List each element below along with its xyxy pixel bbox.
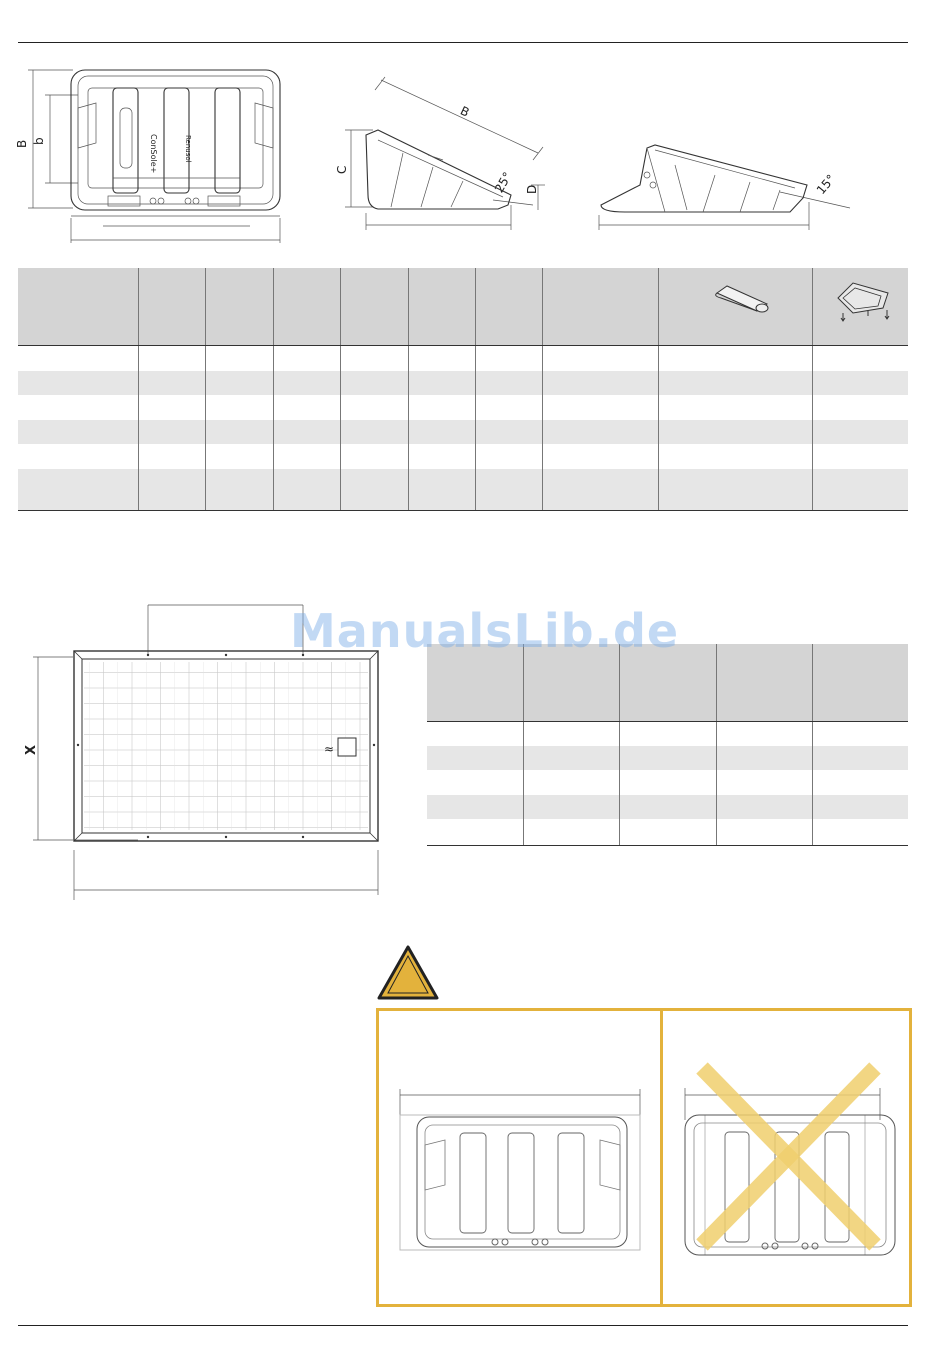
table-header-cell xyxy=(542,268,658,346)
angle-label-15: 15° xyxy=(813,171,839,198)
dim-label-b: b xyxy=(32,137,46,145)
dim-label-B-side: B xyxy=(458,103,472,120)
panel-spec-table xyxy=(427,644,908,846)
watermark: ManualsLib.de xyxy=(290,604,680,658)
table-header-cell-roll xyxy=(658,268,812,346)
tray-side-view-drawing xyxy=(333,75,558,235)
dim-label-C: C xyxy=(335,165,349,174)
table-header-cell xyxy=(475,268,542,346)
table-header-cell xyxy=(340,268,408,346)
dim-label-B: B xyxy=(15,139,29,148)
table-header-cell xyxy=(273,268,340,346)
ballast-tray-icon xyxy=(813,268,909,345)
table-header-cell xyxy=(18,268,138,346)
top-rule xyxy=(18,42,908,43)
dim-label-X: X xyxy=(24,744,39,755)
warning-triangle-icon xyxy=(376,944,440,1002)
dim-label-D: D xyxy=(525,184,539,194)
table-header-cell-tray xyxy=(812,268,908,346)
table-header-cell xyxy=(716,644,812,721)
mat-roll-icon xyxy=(659,268,813,345)
brand-text: Renusol xyxy=(184,135,192,163)
table-header-cell xyxy=(138,268,205,346)
bottom-rule xyxy=(18,1325,908,1326)
table-header-cell xyxy=(205,268,273,346)
warning-box-divider xyxy=(660,1008,663,1304)
table-header-cell xyxy=(408,268,475,346)
correct-placement-drawing xyxy=(395,1085,655,1260)
angle-label-25: 25° xyxy=(491,169,515,196)
tray-spec-table xyxy=(18,268,908,511)
incorrect-placement-drawing xyxy=(680,1060,895,1270)
tray-isometric-drawing xyxy=(595,140,865,240)
table-header-cell xyxy=(812,644,908,721)
tray-top-view-drawing xyxy=(15,58,293,248)
junction-box-symbol: ≈ xyxy=(324,742,335,756)
tray-logo-text: ConSole+ xyxy=(149,134,158,174)
